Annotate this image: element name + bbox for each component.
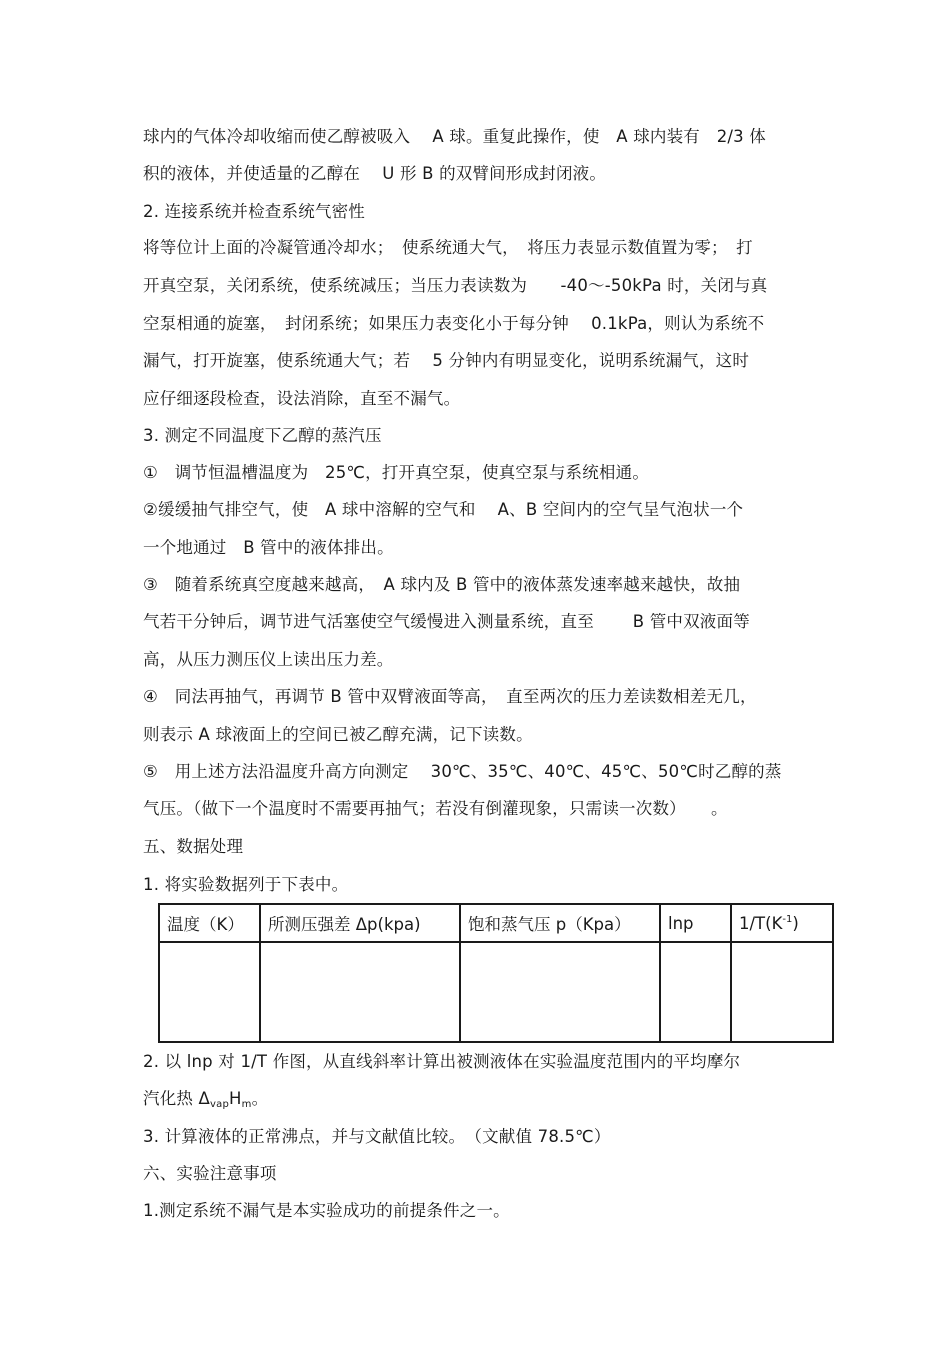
text-line: 球内的气体冷却收缩而使乙醇被吸入 A 球。重复此操作，使 A 球内装有 2/3 体: [143, 127, 767, 146]
data-table: [158, 903, 834, 1043]
text-line: 一个地通过 B 管中的液体排出。: [143, 538, 394, 557]
text-line: 3. 计算液体的正常沸点，并与文献值比较。 （文献值 78.5℃）: [143, 1127, 611, 1146]
text-line: ④ 同法再抽气，再调节 B 管中双臂液面等高， 直至两次的压力差读数相差无几，: [143, 687, 757, 706]
text-line: 将等位计上面的冷凝管通冷却水； 使系统通大气， 将压力表显示数值置为零； 打: [143, 238, 753, 257]
text-line: 气压。（做下一个温度时不需要再抽气；若没有倒灌现象，只需读一次数） 。: [143, 799, 728, 818]
table-cell: [660, 942, 731, 1042]
text-line: ②缓缓抽气排空气，使 A 球中溶解的空气和 A、B 空间内的空气呈气泡状一个: [143, 500, 744, 519]
table-header-cell: 饱和蒸气压 p（Kpa）: [460, 904, 660, 942]
table-cell: [159, 942, 260, 1042]
table-header-cell: $1/T(K^{-1})$: [731, 904, 833, 942]
text-line: 积的液体，并使适量的乙醇在 U 形 B 的双臂间形成封闭液。: [143, 164, 607, 183]
text-line: ① 调节恒温槽温度为 25℃，打开真空泵，使真空泵与系统相通。: [143, 463, 650, 482]
text-line: 1.测定系统不漏气是本实验成功的前提条件之一。: [143, 1201, 510, 1220]
table-header-cell: 所测压强差 Δp(kpa): [260, 904, 460, 942]
text-line: 应仔细逐段检查，设法消除，直至不漏气。: [143, 389, 461, 408]
table-cell: [260, 942, 460, 1042]
table-header-cell: 温度（K）: [159, 904, 260, 942]
section-heading: 3. 测定不同温度下乙醇的蒸汽压: [143, 426, 382, 445]
section-heading: 五、数据处理: [143, 837, 244, 856]
table-header-row: [159, 904, 833, 942]
section-heading: 六、实验注意事项: [143, 1164, 277, 1183]
text-line: 空泵相通的旋塞， 封闭系统；如果压力表变化小于每分钟 0.1kPa，则认为系统不: [143, 314, 765, 333]
text-line: 则表示 A 球液面上的空间已被乙醇充满，记下读数。: [143, 725, 533, 744]
table-cell: [460, 942, 660, 1042]
table-cell: [731, 942, 833, 1042]
section-heading: 2. 连接系统并检查系统气密性: [143, 202, 365, 221]
table-header-cell: lnp: [660, 904, 731, 942]
table-row: [159, 942, 833, 1042]
text-line: 汽化热 $\Delta_{vap}H_m$。: [143, 1089, 269, 1110]
text-line: ③ 随着系统真空度越来越高， A 球内及 B 管中的液体蒸发速率越来越快，故抽: [143, 575, 741, 594]
text-line: 高，从压力测压仪上读出压力差。: [143, 650, 394, 669]
text-line: ⑤ 用上述方法沿温度升高方向测定 30℃、35℃、40℃、45℃、50℃时乙醇的蒸: [143, 762, 782, 781]
text-line: 1. 将实验数据列于下表中。: [143, 875, 349, 894]
text-line: 2. 以 lnp 对 1/T 作图，从直线斜率计算出被测液体在实验温度范围内的平均摩尔: [143, 1052, 741, 1071]
text-line: 漏气，打开旋塞，使系统通大气；若 5 分钟内有明显变化，说明系统漏气，这时: [143, 351, 750, 370]
text-line: 开真空泵，关闭系统，使系统减压；当压力表读数为 -40～-50kPa 时，关闭与真: [143, 276, 768, 295]
text-line: 气若干分钟后，调节进气活塞使空气缓慢进入测量系统，直至 B 管中双液面等: [143, 612, 750, 631]
